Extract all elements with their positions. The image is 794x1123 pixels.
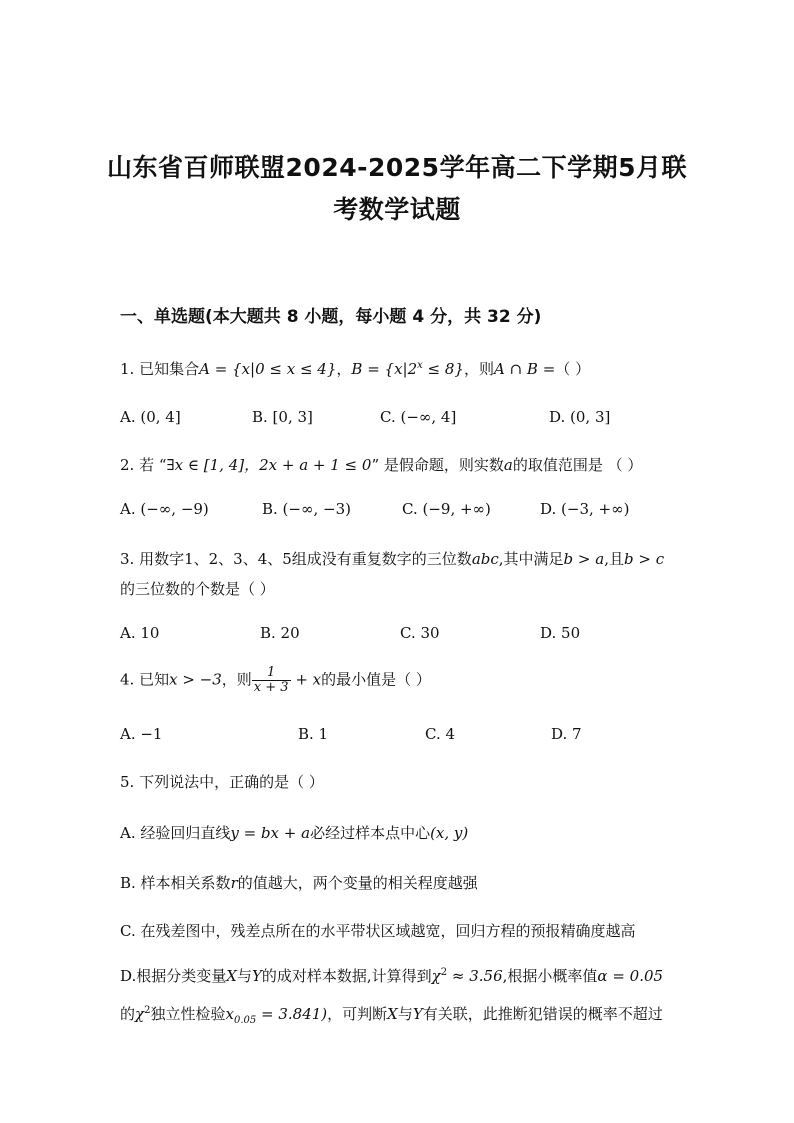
q3-cond2: b > c [623, 550, 665, 568]
q5-d-mid2: ,根据小概率值 [502, 967, 598, 985]
q3-option-c: C. 30 [400, 624, 440, 642]
q4-fraction [252, 666, 291, 695]
section-heading: 一、单选题(本大题共 8 小题，每小题 4 分，共 32 分) [120, 307, 542, 327]
q1-prefix: 1. 已知集合 [120, 360, 200, 378]
question-3-line2: 的三位数的个数是（ ） [120, 580, 275, 598]
q5-d-chi-2: χ [135, 1005, 145, 1023]
q2-option-a: A. (−∞, −9) [120, 500, 209, 518]
q3-option-d: D. 50 [540, 624, 581, 642]
q1-set-b-tail: ≤ 8} [422, 360, 464, 378]
q5-b-var: r [230, 874, 238, 892]
q5-a-mid: 必经过样本点中心 [310, 824, 431, 842]
q4-prefix: 4. 已知 [120, 670, 170, 689]
q5-d-x-2: X [387, 1005, 398, 1023]
question-5-stem: 5. 下列说法中，正确的是（ ） [120, 773, 324, 791]
q4-option-b: B. 1 [298, 725, 329, 743]
q1-option-c: C. (−∞, 4] [380, 408, 457, 426]
q5-d-line2-mid: 独立性检验 [150, 1005, 226, 1023]
q3-option-a: A. 10 [120, 624, 160, 642]
q3-abc: abc [471, 550, 499, 568]
exam-title-line2: 考数学试题 [333, 195, 461, 224]
question-1 [120, 358, 590, 379]
q2-tail: 的取值范围是 （ ） [512, 456, 643, 474]
q5-option-d-line2: 的$\chi^2$独立性检验$x_{0.05} = 3.841$)，可判断X与Y有关联，此推断犯错误的概率不超过 [120, 1005, 663, 1026]
q1-sep: ， [336, 360, 352, 378]
q2-mid: ” 是假命题，则实数 [371, 456, 504, 474]
q5-option-c: C. 在残差图中，残差点所在的水平带状区域越宽，回归方程的预报精确度越高 [120, 922, 636, 940]
q5-d-x: X [226, 967, 237, 985]
q2-prefix: 2. 若 “ [120, 456, 167, 474]
q1-option-b: B. [0, 3] [252, 408, 313, 426]
q1-option-d: D. (0, 3] [549, 408, 611, 426]
q5-option-a [120, 822, 468, 843]
q2-option-b: B. (−∞, −3) [262, 500, 351, 518]
q1-set-b: B = {x|2 [351, 360, 418, 378]
q1-option-a: A. (0, 4] [120, 408, 181, 426]
q5-d-and-2: 与 [397, 1005, 413, 1023]
q4-option-d: D. 7 [551, 725, 582, 743]
q5-option-d-line1: D.根据分类变量X与Y的成对样本数据,计算得到$\chi^2 \approx 3.56$,根据小概率值α = 0.05 [120, 967, 664, 985]
q2-var: a [503, 456, 513, 474]
q4-cond: x > −3 [169, 670, 222, 689]
q5-d-y: Y [251, 967, 262, 985]
q5-d-y-2: Y [412, 1005, 423, 1023]
q3-cond1: b > a [563, 550, 605, 568]
q1-paren: （ ） [555, 360, 591, 378]
q1-set-b-exp: x [417, 360, 423, 371]
q2-option-c: C. (−9, +∞) [402, 500, 491, 518]
q4-tail: 的最小值是（ ） [321, 670, 431, 689]
q5-d-critical-value: = 3.841) [256, 1005, 328, 1023]
q5-b-prefix: B. 样本相关系数 [120, 874, 231, 892]
q4-option-c: C. 4 [425, 725, 456, 743]
exam-title-line1: 山东省百师联盟2024-2025学年高二下学期5月联 [107, 153, 687, 182]
q5-d-mid: 的成对样本数据,计算得到 [261, 967, 432, 985]
q5-d-line2-prefix: 的 [120, 1005, 136, 1023]
q1-set-a: A = {x|0 ≤ x ≤ 4} [199, 360, 337, 378]
q5-a-center: (x, y) [430, 824, 469, 842]
q5-a-prefix: A. 经验回归直线 [120, 824, 231, 842]
q4-option-a: A. −1 [120, 725, 163, 743]
question-4 [120, 666, 431, 695]
q1-tail: ，则 [463, 360, 494, 378]
q5-a-equation: y = bx + a [230, 824, 311, 842]
q2-option-d: D. (−3, +∞) [540, 500, 630, 518]
q2-proposition: ∃x ∈ [1, 4]，2x + a + 1 ≤ 0 [166, 456, 372, 474]
q4-plus: + x [290, 670, 322, 689]
q4-fraction-den: x + 3 [253, 680, 289, 695]
q4-fraction-num: 1 [267, 665, 276, 680]
q3-prefix: 3. 用数字1、2、3、4、5组成没有重复数字的三位数 [120, 550, 472, 568]
q5-option-b [120, 872, 478, 893]
q5-d-critical-sub: 0.05 [233, 1015, 257, 1026]
q4-mid: ，则 [221, 670, 252, 689]
question-3-line1 [120, 548, 664, 569]
q5-d-line2-tail2: 有关联，此推断犯错误的概率不超过 [422, 1005, 663, 1023]
q5-d-and: 与 [236, 967, 252, 985]
q3-option-b: B. 20 [260, 624, 300, 642]
q3-mid2: ,且 [604, 550, 624, 568]
q5-b-tail: 的值越大，两个变量的相关程度越强 [237, 874, 478, 892]
q5-d-alpha: α = 0.05 [597, 967, 664, 985]
q1-expr: A ∩ B = [494, 360, 556, 378]
q3-mid: ,其中满足 [498, 550, 564, 568]
question-2 [120, 454, 642, 475]
q5-d-prefix: D.根据分类变量 [120, 967, 227, 985]
q5-d-chi-value: ≈ 3.56 [447, 967, 503, 985]
q5-d-chi: χ [431, 967, 441, 985]
q5-d-critical-x: x [225, 1005, 234, 1023]
q5-d-line2-tail: ，可判断 [327, 1005, 388, 1023]
